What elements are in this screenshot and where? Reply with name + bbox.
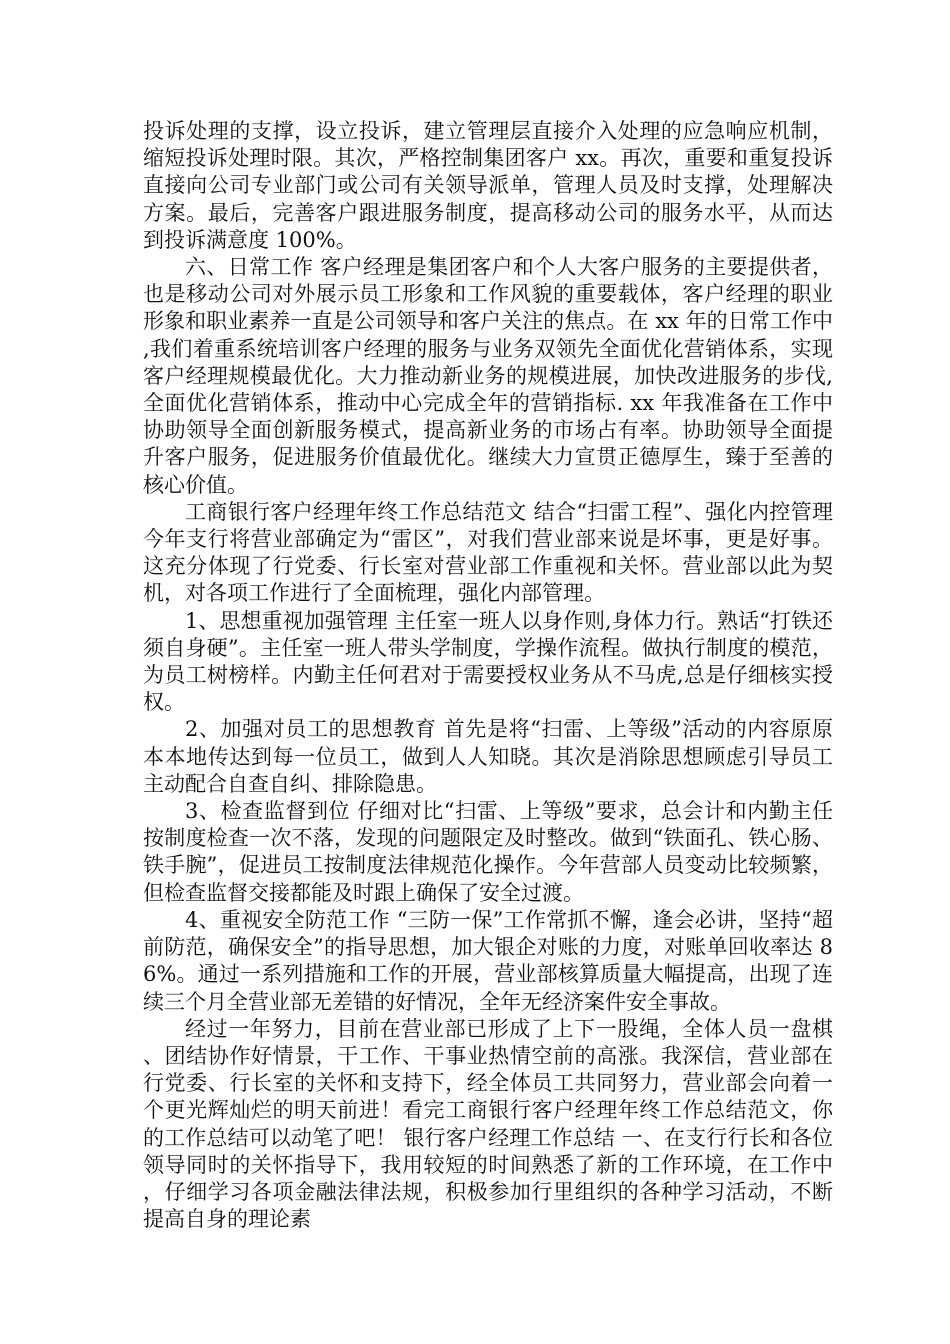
paragraph: 投诉处理的支撑，设立投诉，建立管理层直接介入处理的应急响应机制，缩短投诉处理时限。其次，严格控制集团客户 xx。再次，重要和重复投诉直接向公司专业部门或公司有关领导派单，管理人员及时支撑，处理解决方案。最后，完善客户跟进服务制度，提高移动公司的服务水平，从而达到投诉满意度 100%。 [143, 119, 833, 252]
paragraph: 六、日常工作 客户经理是集团客户和个人大客户服务的主要提供者，也是移动公司对外展示员工形象和工作风貌的重要载体，客户经理的职业形象和职业素养一直是公司领导和客户关注的焦点。在 xx 年的日常工作中,我们着重系统培训客户经理的服务与业务双领先全面优化营销体系，实现客户经理规模最优化。大力推动新业务的规模进展，加快改进服务的步伐,全面优化营销体系，推动中心完成全年的营销指标. xx 年我准备在工作中协助领导全面创新服务模式，提高新业务的市场占有率。协助领导全面提升客户服务，促进服务价值最优化。继续大力宣贯正德厚生，臻于至善的核心价值。 [143, 255, 833, 497]
paragraph: 3、检查监督到位 仔细对比“扫雷、上等级”要求，总会计和内勤主任按制度检查一次不落，发现的问题限定及时整改。做到“铁面孔、铁心肠、铁手腕”，促进员工按制度法律规范化操作。今年营部人员变动比较频繁，但检查监督交接都能及时跟上确保了安全过渡。 [143, 799, 833, 905]
document-body [143, 118, 833, 1233]
paragraph: 4、重视安全防范工作 “三防一保”工作常抓不懈，逢会必讲，坚持“超前防范，确保安全”的指导思想，加大银企对账的力度，对账单回收率达 86%。通过一系列措施和工作的开展，营业部核算质量大幅提高，出现了连续三个月全营业部无差错的好情况，全年无经济案件安全事故。 [143, 907, 833, 1014]
paragraph: 经过一年努力，目前在营业部已形成了上下一股绳，全体人员一盘棋、团结协作好情景，干工作、干事业热情空前的高涨。我深信，营业部在行党委、行长室的关怀和支持下，经全体员工共同努力，营业部会向着一个更光辉灿烂的明天前进！看完工商银行客户经理年终工作总结范文，你的工作总结可以动笔了吧！ 银行客户经理工作总结 一、在支行行长和各位领导同时的关怀指导下，我用较短的时间熟悉了新的工作环境，在工作中，仔细学习各项金融法律法规，积极参加行里组织的各种学习活动，不断提高自身的理论素 [143, 1016, 833, 1232]
paragraph: 工商银行客户经理年终工作总结范文 结合“扫雷工程”、强化内控管理 今年支行将营业部确定为“雷区”，对我们营业部来说是坏事，更是好事。这充分体现了行党委、行长室对营业部工作重视和关怀。营业部以此为契机，对各项工作进行了全面梳理，强化内部管理。 [143, 499, 833, 606]
paragraph: 2、加强对员工的思想教育 首先是将“扫雷、上等级”活动的内容原原本本地传达到每一位员工，做到人人知晓。其次是消除思想顾虑引导员工主动配合自查自纠、排除隐患。 [143, 717, 833, 796]
paragraph: 1、思想重视加强管理 主任室一班人以身作则,身体力行。熟话“打铁还须自身硬”。主任室一班人带头学制度，学操作流程。做执行制度的模范，为员工树榜样。内勤主任何君对于需要授权业务从不马虎,总是仔细核实授权。 [143, 608, 833, 715]
